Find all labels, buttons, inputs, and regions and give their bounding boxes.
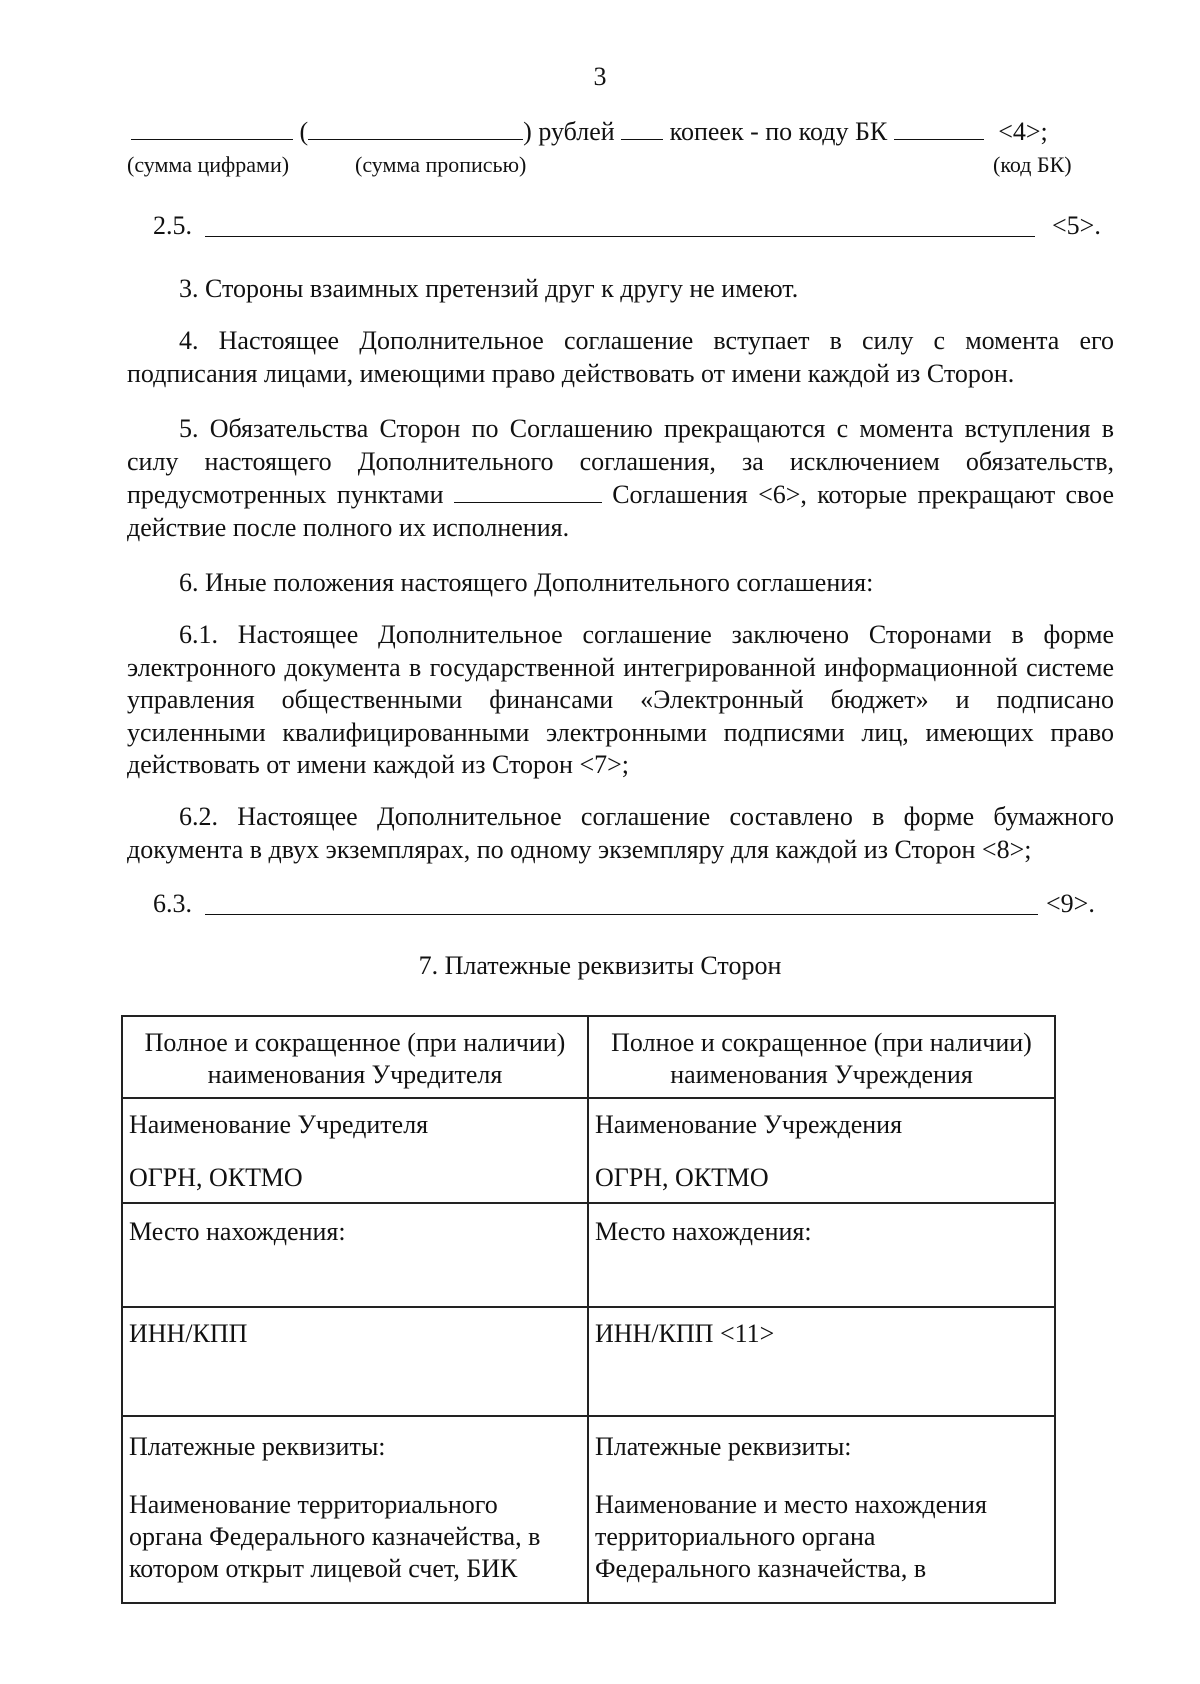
sum-words-blank[interactable]	[308, 115, 523, 140]
item-5	[127, 413, 1114, 544]
founder-inn-label: ИНН/КПП	[129, 1319, 248, 1348]
item-2-5-blank[interactable]	[205, 236, 1035, 237]
label-sum-words: (сумма прописью)	[355, 152, 527, 177]
item-3: 3. Стороны взаимных претензий друг к другу не имеют.	[179, 274, 799, 303]
label-sum-digits: (сумма цифрами)	[127, 152, 290, 177]
bk-code-blank[interactable]	[894, 115, 984, 140]
institution-name-cell	[588, 1098, 1055, 1203]
item-6-3-ref: <9>.	[1046, 889, 1095, 918]
item-6-2: 6.2. Настоящее Дополнительное соглашение составлено в форме бумажного документа в двух экземплярах, по одному экземпляру для каждой из Сторон <8>;	[127, 802, 1114, 864]
institution-location-label: Место нахождения:	[595, 1217, 812, 1246]
header-institution: Полное и сокращенное (при наличии) наименования Учреждения	[588, 1016, 1055, 1098]
item-5-text-after: Соглашения <6>, которые прекращают свое действие после полного их исполнения.	[127, 480, 1115, 542]
kopeks-blank[interactable]	[621, 115, 663, 140]
item-6-3-num: 6.3.	[153, 889, 192, 918]
founder-payment-cell	[122, 1416, 588, 1603]
page-number: 3	[593, 62, 607, 91]
sum-line	[131, 115, 1048, 148]
founder-location-cell	[122, 1203, 588, 1307]
kop-text: копеек - по коду БК	[669, 117, 888, 146]
payment-details-table	[121, 1015, 1056, 1604]
rub-text: ) рублей	[523, 117, 615, 146]
institution-payment-cell	[588, 1416, 1055, 1603]
item-6: 6. Иные положения настоящего Дополнительного соглашения:	[179, 568, 874, 597]
label-bk-code: (код БК)	[993, 152, 1072, 177]
item-5-text-before: 5. Обязательства Сторон по Соглашению прекращаются с момента вступления в силу настоящего Дополнительного соглашения, за исключением обязательств, предусмотренных пунктами	[127, 414, 1114, 510]
item-2-5-num: 2.5.	[153, 211, 192, 240]
founder-name-label: Наименование Учредителя	[129, 1110, 429, 1139]
institution-location-cell	[588, 1203, 1055, 1307]
institution-treasury-line-2: территориального органа	[595, 1522, 876, 1551]
paren-open: (	[299, 117, 309, 146]
item-5-points-blank[interactable]	[454, 478, 602, 503]
header-founder: Полное и сокращенное (при наличии) наименования Учредителя	[122, 1016, 588, 1098]
ref-4: <4>;	[998, 117, 1048, 146]
founder-payment-label: Платежные реквизиты:	[129, 1432, 386, 1461]
founder-treasury-line-2: органа Федерального казначейства, в	[129, 1522, 541, 1551]
item-6-3-blank[interactable]	[205, 914, 1038, 915]
institution-treasury-line-1: Наименование и место нахождения	[595, 1490, 987, 1519]
founder-inn-cell	[122, 1307, 588, 1416]
founder-ogrn-label: ОГРН, ОКТМО	[129, 1163, 303, 1192]
founder-treasury-line-1: Наименование территориального	[129, 1490, 498, 1519]
item-6-1: 6.1. Настоящее Дополнительное соглашение заключено Сторонами в форме электронного документа в государственной интегрированной информационной системе управления общественными финансами «Электронный бюджет» и подписано усиленными квалифицированными электронными подписями лиц, имеющих право действовать от имени каждой из Сторон <7>;	[127, 620, 1114, 780]
institution-inn-cell	[588, 1307, 1055, 1416]
item-4: 4. Настоящее Дополнительное соглашение вступает в силу с момента его подписания лицами, имеющими право действовать от имени каждой из Сторон.	[127, 326, 1114, 388]
institution-payment-label: Платежные реквизиты:	[595, 1432, 852, 1461]
item-2-5-ref: <5>.	[1052, 211, 1101, 240]
institution-inn-label: ИНН/КПП <11>	[595, 1319, 775, 1348]
institution-ogrn-label: ОГРН, ОКТМО	[595, 1163, 769, 1192]
institution-name-label: Наименование Учреждения	[595, 1110, 903, 1139]
institution-treasury-line-3: Федерального казначейства, в	[595, 1554, 927, 1583]
founder-location-label: Место нахождения:	[129, 1217, 346, 1246]
founder-treasury-line-3: котором открыт лицевой счет, БИК	[129, 1554, 518, 1583]
sum-digits-blank[interactable]	[131, 115, 293, 140]
section-7-title: 7. Платежные реквизиты Сторон	[418, 951, 782, 980]
founder-name-cell	[122, 1098, 588, 1203]
